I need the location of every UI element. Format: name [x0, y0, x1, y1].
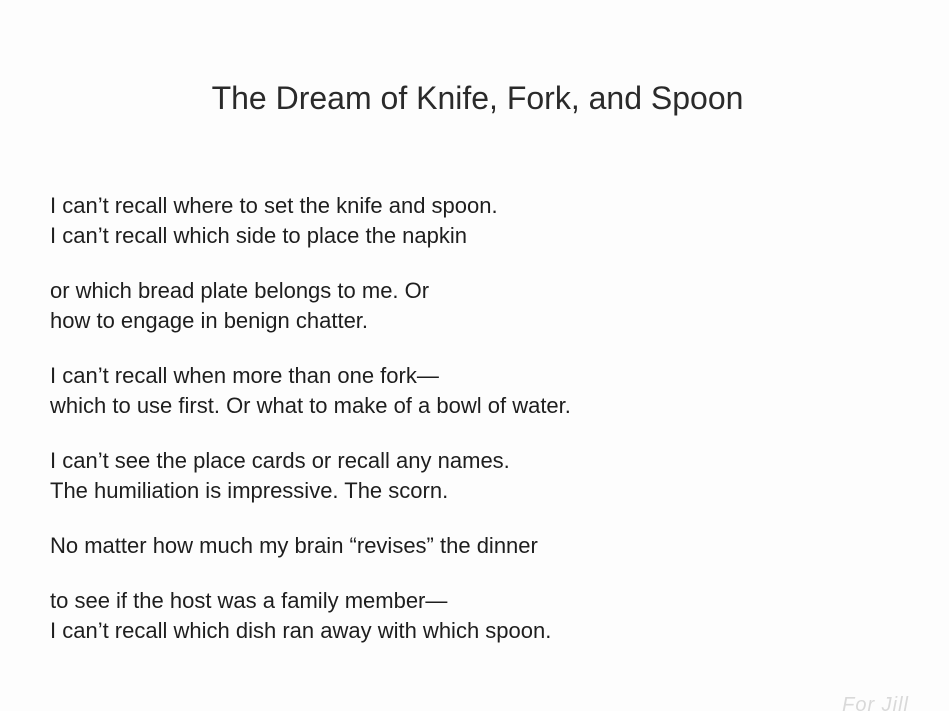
- dedication-note: For Jill: [842, 694, 909, 711]
- poem-line: I can’t see the place cards or recall any names.: [50, 448, 510, 473]
- poem-line: which to use first. Or what to make of a bowl of water.: [50, 393, 571, 418]
- poem-line: to see if the host was a family member—: [50, 588, 448, 613]
- poem-line: or which bread plate belongs to me. Or: [50, 278, 430, 303]
- poem-line: I can’t recall when more than one fork—: [50, 363, 439, 388]
- poem-line: I can’t recall where to set the knife and spoon.: [50, 193, 498, 218]
- stanza-2: [50, 276, 910, 336]
- poem-body: [50, 191, 910, 671]
- poem-line: No matter how much my brain “revises” the dinner: [50, 533, 538, 558]
- stanza-1: [50, 191, 910, 251]
- poem-title: The Dream of Knife, Fork, and Spoon: [211, 80, 744, 116]
- stanza-6: [50, 586, 910, 646]
- stanza-4: [50, 446, 910, 506]
- stanza-3: [50, 361, 910, 421]
- poem-line: how to engage in benign chatter.: [50, 308, 369, 333]
- poem-line: I can’t recall which dish ran away with which spoon.: [50, 618, 552, 643]
- poem-line: The humiliation is impressive. The scorn.: [50, 478, 449, 503]
- poem-line: I can’t recall which side to place the napkin: [50, 223, 468, 248]
- stanza-5: [50, 531, 910, 561]
